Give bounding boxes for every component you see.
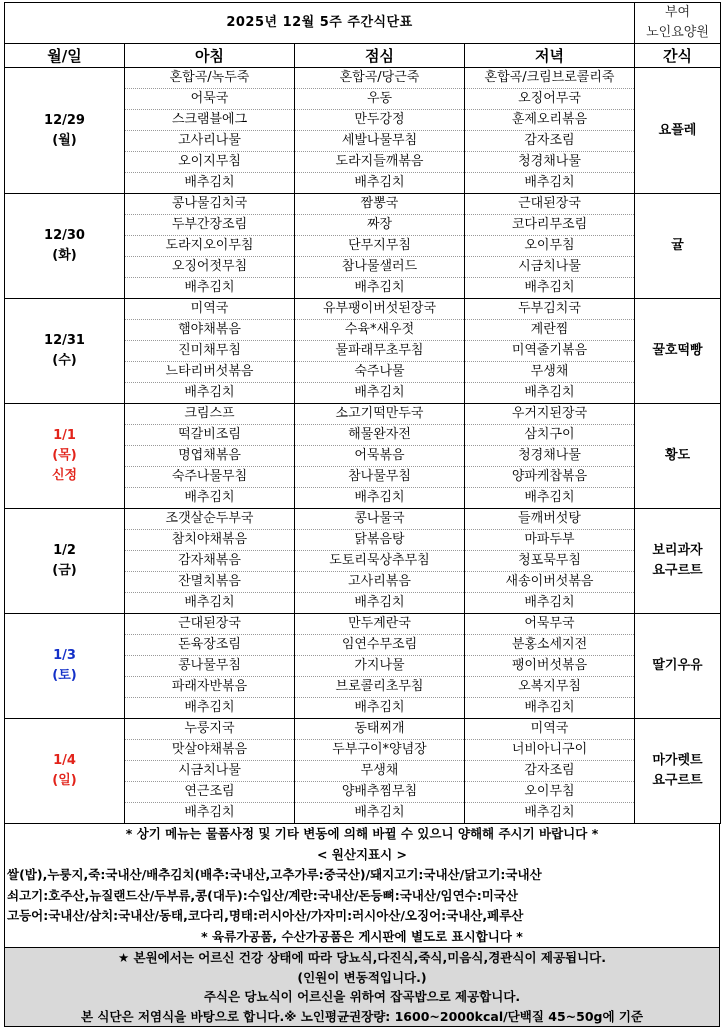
menu-table [4,2,721,824]
lunch-dish: 가지나물 [295,656,465,677]
column-header-lunch: 점심 [295,44,465,68]
snack-cell [635,299,721,404]
breakfast-dish: 연근조림 [125,782,295,803]
breakfast-dish: 어묵국 [125,89,295,110]
dinner-dish: 너비아니구이 [465,740,635,761]
lunch-dish: 수육*새우젓 [295,320,465,341]
menu-row [5,194,721,215]
breakfast-dish: 배추김치 [125,698,295,719]
lunch-dish: 배추김치 [295,488,465,509]
breakfast-dish: 맛살야채볶음 [125,740,295,761]
breakfast-dish: 배추김치 [125,383,295,404]
breakfast-dish: 참치야채볶음 [125,530,295,551]
dinner-dish: 들깨버섯탕 [465,509,635,530]
menu-row [5,404,721,425]
snack-item: 마가렛트 [652,753,703,768]
breakfast-dish: 파래자반볶음 [125,677,295,698]
breakfast-dish: 콩나물김치국 [125,194,295,215]
breakfast-dish: 잔멸치볶음 [125,572,295,593]
lunch-dish: 배추김치 [295,173,465,194]
breakfast-dish: 도라지오이무침 [125,236,295,257]
lunch-dish: 짜장 [295,215,465,236]
breakfast-dish: 햄야채볶음 [125,320,295,341]
dinner-dish: 새송이버섯볶음 [465,572,635,593]
dinner-dish: 미역줄기볶음 [465,341,635,362]
day-weekday: (금) [52,563,77,578]
snack-item: 딸기우유 [652,658,703,673]
breakfast-dish: 두부간장조림 [125,215,295,236]
column-header-snack: 간식 [635,44,721,68]
breakfast-dish: 오이지무침 [125,152,295,173]
organization-line1: 부여 [664,5,691,20]
day-date: 1/2 [53,543,76,558]
lunch-dish: 우동 [295,89,465,110]
breakfast-dish: 느타리버섯볶음 [125,362,295,383]
organization-name [635,3,721,44]
lunch-dish: 숙주나물 [295,362,465,383]
lunch-dish: 만두강정 [295,110,465,131]
origin-line: 고등어:국내산/삼치:국내산/동태,코다리,명태:러시아산/가자미:러시아산/오징어:국내산,페루산 [7,908,524,923]
snack-item: 꿀호떡빵 [652,343,703,358]
origin-heading: < 원산지표시 > [316,846,408,862]
breakfast-dish: 진미채무침 [125,341,295,362]
snack-cell [635,194,721,299]
snack-item: 요구르트 [652,773,703,788]
dinner-dish: 배추김치 [465,593,635,614]
dinner-dish: 근대된장국 [465,194,635,215]
lunch-dish: 물파래무초무침 [295,341,465,362]
breakfast-dish: 미역국 [125,299,295,320]
breakfast-dish: 혼합곡/녹두죽 [125,68,295,89]
lunch-dish: 닭볶음탕 [295,530,465,551]
breakfast-dish: 배추김치 [125,593,295,614]
menu-row [5,719,721,740]
column-header-date: 월/일 [5,44,125,68]
diet-info-box [5,947,719,1026]
dinner-dish: 오이무침 [465,236,635,257]
dinner-dish: 배추김치 [465,383,635,404]
diet-info-line: 본 식단은 저염식을 바탕으로 합니다.※ 노인평균권장량: 1600~2000kcal/단백질 45~50g에 기준 [80,1008,644,1024]
breakfast-dish: 배추김치 [125,173,295,194]
snack-item: 보리과자 [652,543,703,558]
lunch-dish: 무생채 [295,761,465,782]
day-cell [5,404,125,509]
notice-change: * 상기 메뉴는 물품사정 및 기타 변동에 의해 바뀔 수 있으니 양해해 주시기 바랍니다 * [125,826,599,841]
snack-item: 황도 [664,448,691,463]
dinner-dish: 시금치나물 [465,257,635,278]
organization-line2: 노인요양원 [646,25,709,40]
lunch-dish: 어묵볶음 [295,446,465,467]
diet-info-line: ★ 본원에서는 어르신 건강 상태에 따라 당뇨식,다진식,죽식,미음식,경관식이 제공됩니다. [117,950,607,965]
day-date: 12/30 [44,228,85,243]
day-holiday: 신정 [51,468,78,483]
breakfast-dish: 스크램블에그 [125,110,295,131]
origin-line: 쇠고기:호주산,뉴질랜드산/두부류,콩(대두):수입산/계란:국내산/돈등뼈:국내산/임연수:미국산 [7,887,518,903]
column-header-dinner: 저녁 [465,44,635,68]
lunch-dish: 배추김치 [295,698,465,719]
breakfast-dish: 돈육장조림 [125,635,295,656]
breakfast-dish: 누룽지국 [125,719,295,740]
diet-info-line: (인원이 변동적입니다.) [297,969,427,985]
dinner-dish: 분홍소세지전 [465,635,635,656]
lunch-dish: 배추김치 [295,593,465,614]
breakfast-dish: 고사리나물 [125,131,295,152]
day-weekday: (수) [52,353,77,368]
dinner-dish: 미역국 [465,719,635,740]
snack-item: 귤 [671,238,684,253]
origin-line: 쌀(밥),누룽지,죽:국내산/배추김치(배추:국내산,고추가루:중국산)/돼지고기:국내산/닭고기:국내산 [7,867,542,882]
lunch-dish: 두부구이*양념장 [295,740,465,761]
day-weekday: (일) [52,773,77,788]
day-cell [5,68,125,194]
snack-item: 요플레 [658,122,697,138]
dinner-dish: 청경채나물 [465,152,635,173]
breakfast-dish: 오징어젓무침 [125,257,295,278]
breakfast-dish: 시금치나물 [125,761,295,782]
dinner-dish: 훈제오리볶음 [465,110,635,131]
menu-row [5,614,721,635]
snack-cell [635,719,721,824]
dinner-dish: 감자조림 [465,131,635,152]
day-cell [5,299,125,404]
lunch-dish: 고사리볶음 [295,572,465,593]
dinner-dish: 청경채나물 [465,446,635,467]
dinner-dish: 양파케찹볶음 [465,467,635,488]
lunch-dish: 임연수무조림 [295,635,465,656]
breakfast-dish: 숙주나물무침 [125,467,295,488]
dinner-dish: 혼합곡/크림브로콜리죽 [465,68,635,89]
day-date: 12/29 [44,112,85,128]
day-weekday: (토) [52,668,77,683]
lunch-dish: 혼합곡/당근죽 [295,68,465,89]
snack-cell [635,614,721,719]
dinner-dish: 오복지무침 [465,677,635,698]
dinner-dish: 오징어무국 [465,89,635,110]
breakfast-dish: 배추김치 [125,488,295,509]
lunch-dish: 만두계란국 [295,614,465,635]
lunch-dish: 단무지무침 [295,236,465,257]
lunch-dish: 세발나물무침 [295,131,465,152]
dinner-dish: 배추김치 [465,803,635,824]
dinner-dish: 배추김치 [465,173,635,194]
lunch-dish: 배추김치 [295,803,465,824]
dinner-dish: 무생채 [465,362,635,383]
day-cell [5,614,125,719]
lunch-dish: 소고기떡만두국 [295,404,465,425]
breakfast-dish: 콩나물무침 [125,656,295,677]
lunch-dish: 콩나물국 [295,509,465,530]
dinner-dish: 마파두부 [465,530,635,551]
day-weekday: (월) [52,132,77,148]
dinner-dish: 청포묵무침 [465,551,635,572]
menu-row [5,68,721,89]
dinner-dish: 어묵무국 [465,614,635,635]
dinner-dish: 팽이버섯볶음 [465,656,635,677]
day-date: 1/3 [53,648,76,663]
processed-food-notice: * 육류가공품, 수산가공품은 게시판에 별도로 표시합니다 * [201,928,523,944]
dinner-dish: 코다리무조림 [465,215,635,236]
dinner-dish: 두부김치국 [465,299,635,320]
day-date: 12/31 [44,333,85,348]
snack-cell [635,404,721,509]
dinner-dish: 삼치구이 [465,425,635,446]
breakfast-dish: 떡갈비조림 [125,425,295,446]
lunch-dish: 유부팽이버섯된장국 [295,299,465,320]
day-cell [5,719,125,824]
lunch-dish: 양배추찜무침 [295,782,465,803]
lunch-dish: 참나물샐러드 [295,257,465,278]
dinner-dish: 배추김치 [465,488,635,509]
day-weekday: (목) [52,448,77,463]
lunch-dish: 브로콜리초무침 [295,677,465,698]
dinner-dish: 우거지된장국 [465,404,635,425]
breakfast-dish: 크림스프 [125,404,295,425]
day-date: 1/4 [53,753,76,768]
snack-item: 요구르트 [652,563,703,578]
column-header-breakfast: 아침 [125,44,295,68]
day-date: 1/1 [53,428,76,443]
lunch-dish: 참나물무침 [295,467,465,488]
day-cell [5,509,125,614]
dinner-dish: 배추김치 [465,278,635,299]
menu-row [5,299,721,320]
dinner-dish: 계란찜 [465,320,635,341]
lunch-dish: 배추김치 [295,278,465,299]
snack-cell [635,509,721,614]
page-title: 2025년 12월 5주 주간식단표 [5,3,635,44]
snack-cell [635,68,721,194]
dinner-dish: 감자조림 [465,761,635,782]
lunch-dish: 동태찌개 [295,719,465,740]
weekly-menu-sheet [4,2,720,1027]
lunch-dish: 짬뽕국 [295,194,465,215]
day-weekday: (화) [52,248,77,263]
breakfast-dish: 배추김치 [125,278,295,299]
day-cell [5,194,125,299]
lunch-dish: 해물완자전 [295,425,465,446]
lunch-dish: 도라지들깨볶음 [295,152,465,173]
lunch-dish: 도토리묵상추무침 [295,551,465,572]
dinner-dish: 배추김치 [465,698,635,719]
menu-row [5,509,721,530]
breakfast-dish: 배추김치 [125,803,295,824]
breakfast-dish: 조갯살순두부국 [125,509,295,530]
breakfast-dish: 감자채볶음 [125,551,295,572]
lunch-dish: 배추김치 [295,383,465,404]
diet-info-line: 주식은 당뇨식이 어르신을 위하여 잡곡밥으로 제공합니다. [203,989,521,1004]
breakfast-dish: 명엽채볶음 [125,446,295,467]
breakfast-dish: 근대된장국 [125,614,295,635]
dinner-dish: 오이무침 [465,782,635,803]
notes-section [4,824,720,1027]
